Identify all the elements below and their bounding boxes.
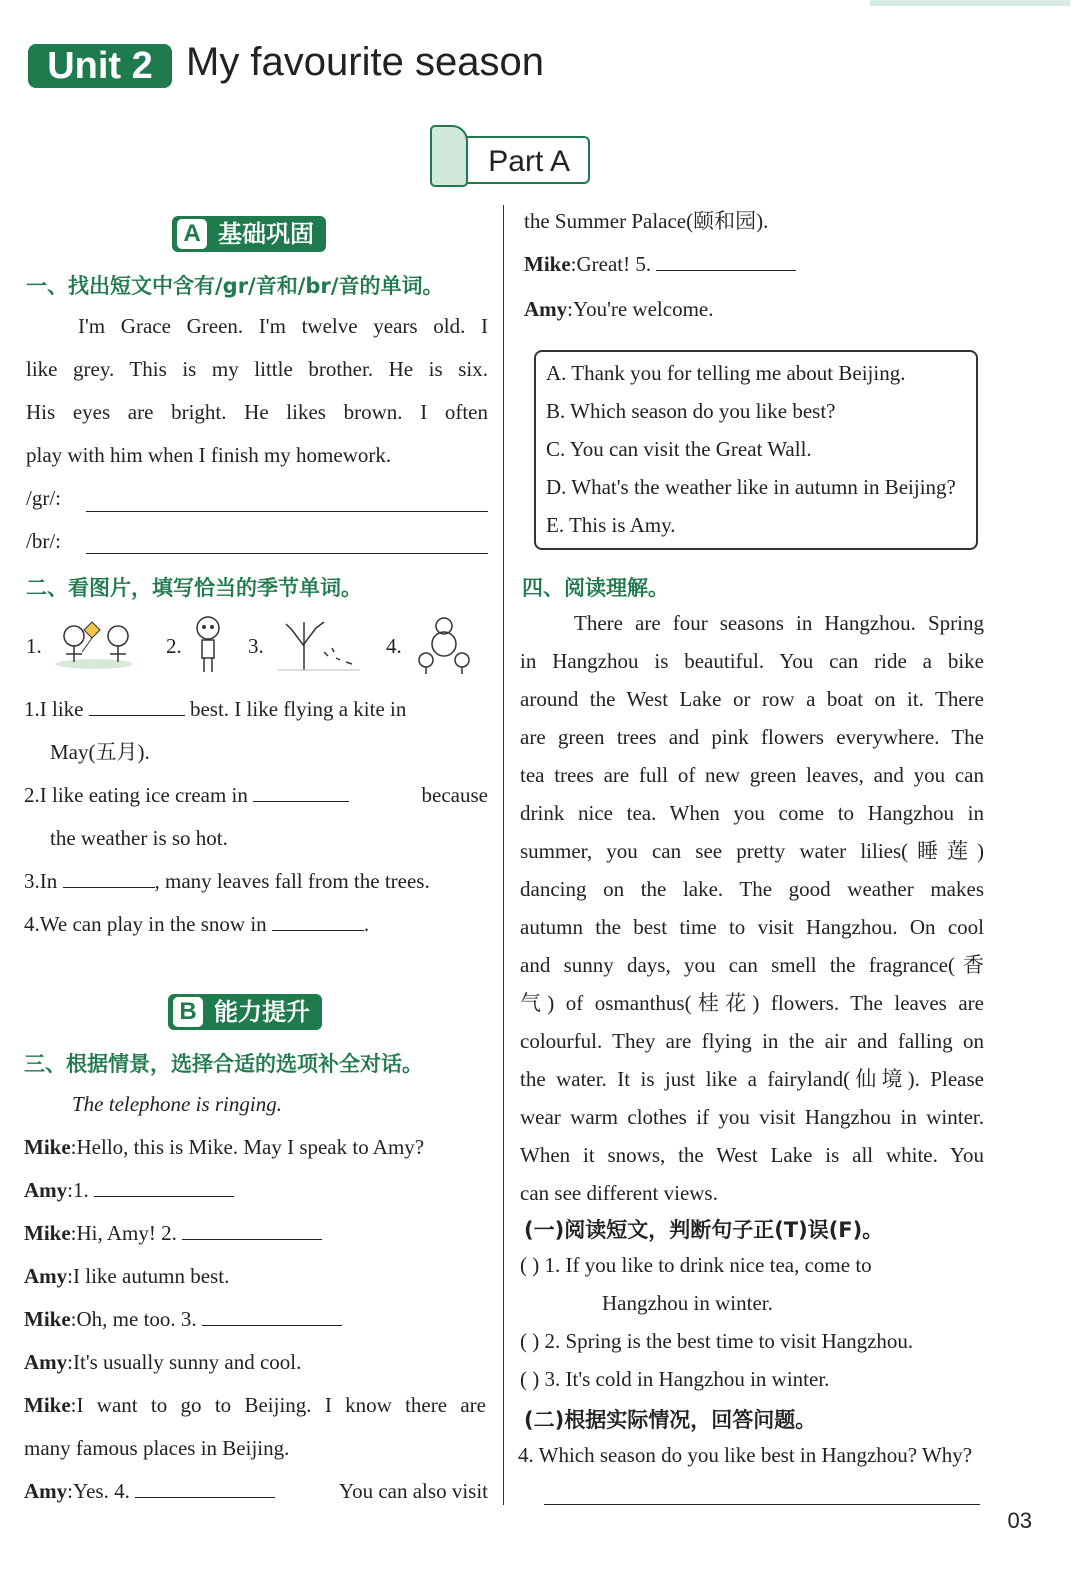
blank-dialog-5[interactable] [656,249,796,271]
option-d: D. What's the weather like in autumn in Beijing? [546,475,956,499]
dialog-line-5: Mike:Oh, me too. 3. [24,1298,342,1341]
q2-item-2: 2.I like eating ice cream in because [24,774,488,817]
q4-title: 四、阅读理解。 [522,576,669,600]
dialog-line-6: Amy:It's usually sunny and cool. [24,1350,302,1374]
winter-snowman-picture [414,612,476,676]
q3-title: 三、根据情景，选择合适的选项补全对话。 [24,1052,423,1076]
answer-line-q4[interactable] [544,1504,980,1505]
q4-sub2-title: (二)根据实际情况，回答问题。 [524,1408,817,1432]
top-decoration-bar [870,0,1070,6]
page-number: 03 [1007,1508,1032,1533]
unit-title: My favourite season [186,40,544,84]
book-icon [430,125,468,187]
dialog-line-7: Mike:I want to go to Beijing. I know there are [24,1393,486,1417]
q2-item-4: 4.We can play in the snow in . [24,903,369,946]
q1-line-1: I'm Grace Green. I'm twelve years old. I [78,314,488,338]
label-br: /br/: [26,529,61,553]
tf-item-3: ( ) 3. It's cold in Hangzhou in winter. [520,1367,830,1391]
blank-q2-1[interactable] [89,694,185,716]
summer-child-picture [192,614,224,674]
section-b-letter: B [173,997,203,1027]
q2-item-1-cont: May(五月). [50,740,150,764]
pic-num-3: 3. [248,634,264,658]
passage-line: colourful. They are flying in the air and falling on [520,1029,984,1053]
passage-line: the water. It is just like a fairyland(仙境). Please [520,1067,984,1091]
q2-item-1: 1.I like best. I like flying a kite in [24,688,488,731]
tf-item-2: ( ) 2. Spring is the best time to visit Hangzhou. [520,1329,914,1353]
section-b-tag-text: 能力提升 [214,998,310,1026]
blank-q2-2[interactable] [253,780,349,802]
dialog-cont-2: Mike:Great! 5. [524,243,796,286]
blank-dialog-3[interactable] [202,1304,342,1326]
pic-num-1: 1. [26,634,42,658]
option-b: B. Which season do you like best? [546,399,836,423]
dialog-line-3: Mike:Hi, Amy! 2. [24,1212,322,1255]
q4-passage [520,604,984,1212]
tf-paren-1[interactable]: ( ) [520,1253,540,1277]
passage-line: tea trees are full of new green leaves, and you can [520,763,984,787]
option-e: E. This is Amy. [546,513,676,537]
blank-q2-3[interactable] [63,866,155,888]
q1-title: 一、找出短文中含有/gr/音和/br/音的单词。 [26,274,444,298]
dialog-line-1: Mike:Hello, this is Mike. May I speak to Amy? [24,1135,425,1159]
dialog-line-8: many famous places in Beijing. [24,1436,290,1460]
passage-line: 气) of osmanthus(桂花) flowers. The leaves are [520,991,984,1015]
section-a-tag [172,216,326,252]
passage-line: in Hangzhou is beautiful. You can ride a bike [520,649,984,673]
spring-kite-picture [54,618,138,670]
blank-dialog-2[interactable] [182,1218,322,1240]
passage-line: When it snows, the West Lake is all white. You [520,1143,984,1167]
blank-dialog-4[interactable] [135,1476,275,1498]
blank-dialog-1[interactable] [94,1175,234,1197]
passage-line: and sunny days, you can smell the fragrance(香 [520,953,984,977]
tf-item-1: ( ) 1. If you like to drink nice tea, come to [520,1253,872,1277]
q1-line-2: like grey. This is my little brother. He is six. [26,357,488,381]
passage-line: are green trees and pink flowers everywhere. The [520,725,984,749]
tf-paren-2[interactable]: ( ) [520,1329,540,1353]
autumn-tree-picture [274,616,366,672]
dialog-line-4: Amy:I like autumn best. [24,1264,230,1288]
passage-line: summer, you can see pretty water lilies(睡莲) [520,839,984,863]
section-b-tag [168,994,322,1030]
dialog-line-2: Amy:1. [24,1169,234,1212]
option-a: A. Thank you for telling me about Beijing. [546,361,906,385]
part-a-label: Part A [432,136,590,184]
answer-line-br[interactable] [86,553,488,554]
passage-line: wear warm clothes if you visit Hangzhou in winter. [520,1105,984,1129]
unit-badge: Unit 2 [28,44,172,88]
passage-line: can see different views. [520,1181,718,1205]
option-c: C. You can visit the Great Wall. [546,437,812,461]
q2-title: 二、看图片，填写恰当的季节单词。 [26,576,362,600]
pic-num-4: 4. [386,634,402,658]
answer-line-gr[interactable] [86,511,488,512]
q1-line-3: His eyes are bright. He likes brown. I often [26,400,488,424]
q1-line-4: play with him when I finish my homework. [26,443,392,467]
blank-q2-4[interactable] [272,909,364,931]
dialog-cont-3: Amy:You're welcome. [524,297,714,321]
passage-line: autumn the best time to visit Hangzhou. On cool [520,915,984,939]
tf-item-1-cont: Hangzhou in winter. [602,1291,773,1315]
passage-line: There are four seasons in Hangzhou. Spring [574,611,984,635]
q4-sub1-title: (一)阅读短文，判断句子正(T)误(F)。 [524,1218,884,1242]
label-gr: /gr/: [26,486,61,510]
column-divider [503,205,504,1505]
passage-line: around the West Lake or row a boat on it. There [520,687,984,711]
pic-num-2: 2. [166,634,182,658]
section-a-letter: A [177,219,207,249]
q2-item-2-cont: the weather is so hot. [50,826,228,850]
dialog-cont-1: the Summer Palace(颐和园). [524,209,769,233]
passage-line: drink nice tea. When you come to Hangzhou in [520,801,984,825]
passage-line: dancing on the lake. The good weather makes [520,877,984,901]
q4-question: 4. Which season do you like best in Hangzhou? Why? [518,1443,973,1467]
dialog-line-9: Amy:Yes. 4. You can also visit [24,1470,488,1513]
tf-paren-3[interactable]: ( ) [520,1367,540,1391]
q2-item-3: 3.In , many leaves fall from the trees. [24,860,430,903]
section-a-tag-text: 基础巩固 [218,220,314,248]
q3-scene: The telephone is ringing. [72,1092,282,1116]
